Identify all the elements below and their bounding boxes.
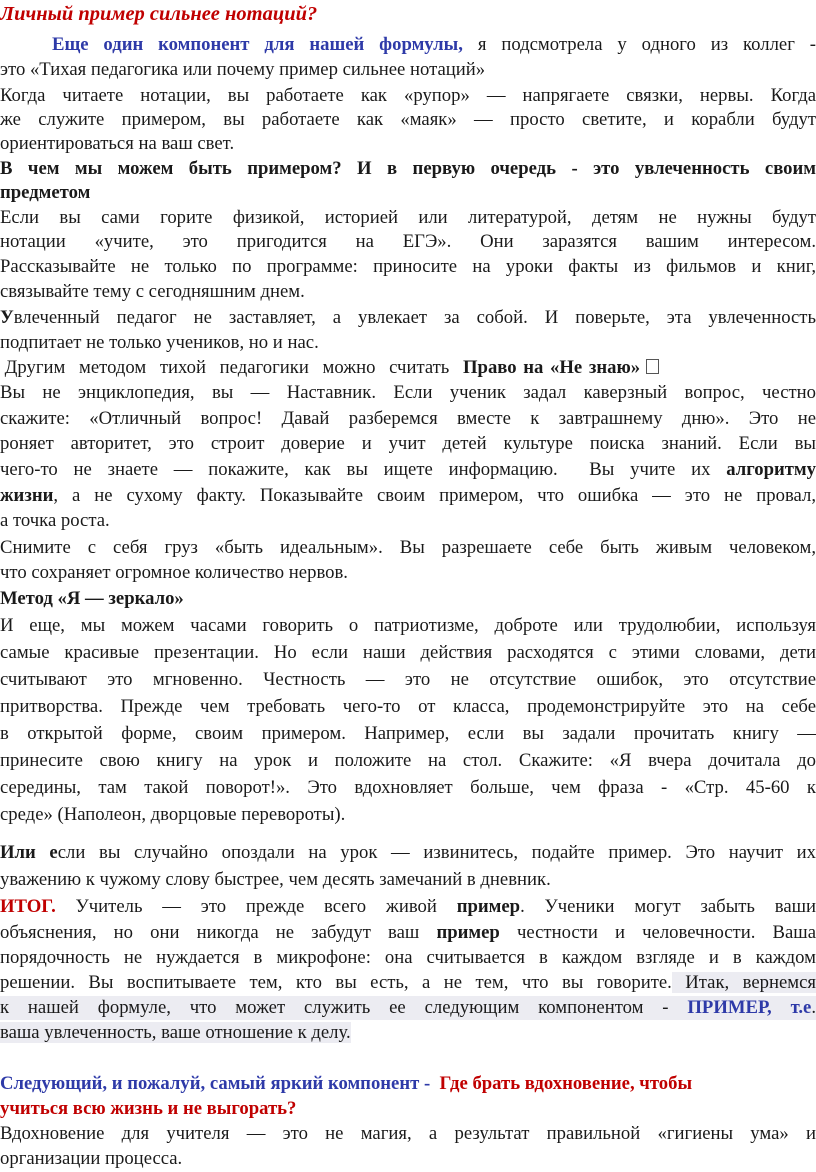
summary-line-6 <box>0 1021 816 1045</box>
burn-line-4: связывайте тему с сегодняшним днем. <box>0 281 305 302</box>
rupor-line-2: же служите примером, вы работаете как «маяк» — просто светите, и корабли будут <box>0 109 816 130</box>
summary-l2b: пример <box>436 922 500 943</box>
mirror-heading: Метод «Я — зеркало» <box>0 588 184 609</box>
summary-l5b: ПРИМЕР, т.е <box>687 997 812 1018</box>
summary-line-2 <box>0 921 816 945</box>
intro-rest: я подсмотрела у одного из коллег - <box>462 34 816 55</box>
mirror-line-3: считывают это мгновенно. Честность — это не отсутствие ошибок, это отсутствие <box>0 669 816 690</box>
perfect-line-2: что сохраняет огромное количество нервов. <box>0 562 348 583</box>
next-blue: Следующий, и пожалуй, самый яркий компонент - <box>0 1073 435 1094</box>
dont-know-line-3: скажите: «Отличный вопрос! Давай разберемся вместе к завтрашнему дню». Это не <box>0 408 816 429</box>
rupor-line-1: Когда читаете нотации, вы работаете как «рупор» — напрягаете связки, нервы. Когда <box>0 85 816 106</box>
summary-l5a: к нашей формуле, что может служить ее следующим компонентом - <box>0 997 688 1018</box>
summary-l1c: . Ученики могут забыть ваши <box>520 896 816 917</box>
late-line-1 <box>0 841 816 865</box>
summary-l6: ваша увлеченность, ваше отношение к делу. <box>0 1022 351 1043</box>
dont-know-line-1 <box>0 356 816 380</box>
summary-line-1 <box>0 895 816 919</box>
summary-l4a: решении. Вы воспитываете тем, кто вы есть, а не тем, что вы говорите. <box>0 972 672 993</box>
rupor-line-3: ориентироваться на ваш свет. <box>0 133 235 154</box>
burn-line-2: нотации «учите, это пригодится на ЕГЭ». Они заразятся вашим интересом. <box>0 231 816 252</box>
burn-line-3: Рассказывайте не только по программе: приносите на уроки факты из фильмов и книг, <box>0 256 816 277</box>
checkbox-glyph-icon <box>646 359 659 374</box>
mirror-line-5: в открытой форме, своим примером. Например, если вы задали прочитать книгу — <box>0 723 816 744</box>
dont-know-l4-text: чего-то не знаете — покажите, как вы ищете информацию. Вы учите их <box>0 459 727 480</box>
enthusiast-line-2: подпитает не только учеников, но и нас. <box>0 332 319 353</box>
dont-know-line-6 <box>0 484 816 508</box>
dont-know-line-7: а точка роста. <box>0 510 110 531</box>
next-body-2: организации процесса. <box>0 1148 183 1169</box>
summary-l5c: . <box>811 997 816 1018</box>
mirror-line-6: принесите свою книгу на урок и положите на стол. Скажите: «Я вчера дочитала до <box>0 750 816 771</box>
next-body-1: Вдохновение для учителя — это не магия, а результат правильной «гигиены ума» и <box>0 1123 816 1144</box>
dont-know-line-5 <box>0 458 816 482</box>
summary-line-4 <box>0 971 816 995</box>
dont-know-line-2: Вы не энциклопедия, вы — Наставник. Если ученик задал каверзный вопрос, честно <box>0 382 816 403</box>
question-line-1: В чем мы можем быть примером? И в первую очередь - это увлеченность своим <box>0 158 816 179</box>
mirror-line-2: самые красивые презентации. Но если наши действия расходятся с этими словами, дети <box>0 642 816 663</box>
page-title: Личный пример сильнее нотаций? <box>0 3 318 25</box>
perfect-line-1: Снимите с себя груз «быть идеальным». Вы разрешаете себе быть живым человеком, <box>0 537 816 558</box>
next-line-1 <box>0 1072 816 1096</box>
mirror-line-8: среде» (Наполеон, дворцовые перевороты). <box>0 804 346 825</box>
summary-label: ИТОГ. <box>0 896 56 917</box>
dont-know-l5-text: , а не сухому факту. Показывайте своим примером, что ошибка — это не провал, <box>53 485 816 506</box>
summary-line-3: порядочность не нуждается в микрофоне: она считывается в каждом взгляде и в каждом <box>0 947 816 968</box>
burn-line-1: Если вы сами горите физикой, историей или литературой, детям не нужны будут <box>0 207 816 228</box>
summary-l2c: честности и человечности. Ваша <box>499 922 816 943</box>
enthusiast-text: влеченный педагог не заставляет, а увлекает за собой. И поверьте, эта увлеченность <box>13 307 816 328</box>
next-line-2: учиться всю жизнь и не выгорать? <box>0 1098 297 1119</box>
summary-l2a: объяснения, но они никогда не забудут ваш <box>0 922 437 943</box>
enthusiast-line-1 <box>0 306 816 330</box>
intro-line-2: это «Тихая педагогика или почему пример сильнее нотаций» <box>0 59 486 80</box>
dont-know-lead: Другим методом тихой педагогики можно считать <box>0 357 464 378</box>
summary-l4b: Итак, вернемся <box>671 972 816 993</box>
intro-lead: Еще один компонент для нашей формулы, <box>52 34 463 55</box>
dont-know-bold: Право на «Не знаю» <box>463 357 641 378</box>
intro-line-1 <box>0 33 816 57</box>
question-line-2: предметом <box>0 182 91 203</box>
dont-know-line-4: роняет авторитет, это строит доверие и учит детей культуре поиска знаний. Если вы <box>0 433 816 454</box>
dont-know-l5-bold: жизни <box>0 485 54 506</box>
mirror-line-4: притворства. Прежде чем требовать чего-то от класса, продемонстрируйте это на себе <box>0 696 816 717</box>
dont-know-l4-bold: алгоритму <box>726 459 816 480</box>
late-line-2: уважению к чужому слову быстрее, чем десять замечаний в дневник. <box>0 869 551 890</box>
summary-l1a: Учитель — это прежде всего живой <box>55 896 457 917</box>
enthusiast-first-letter: У <box>0 307 14 328</box>
mirror-line-1: И еще, мы можем часами говорить о патриотизме, доброте или трудолюбии, используя <box>0 615 816 636</box>
late-text: сли вы случайно опоздали на урок — извинитесь, подайте пример. Это научит их <box>57 842 816 863</box>
next-red-1: Где брать вдохновение, чтобы <box>434 1073 693 1094</box>
late-bold: Или е <box>0 842 58 863</box>
mirror-line-7: середины, там такой поворот!». Это вдохновляет больше, чем фраза - «Стр. 45-60 к <box>0 777 816 798</box>
summary-line-5 <box>0 996 816 1020</box>
summary-l1b: пример <box>456 896 521 917</box>
